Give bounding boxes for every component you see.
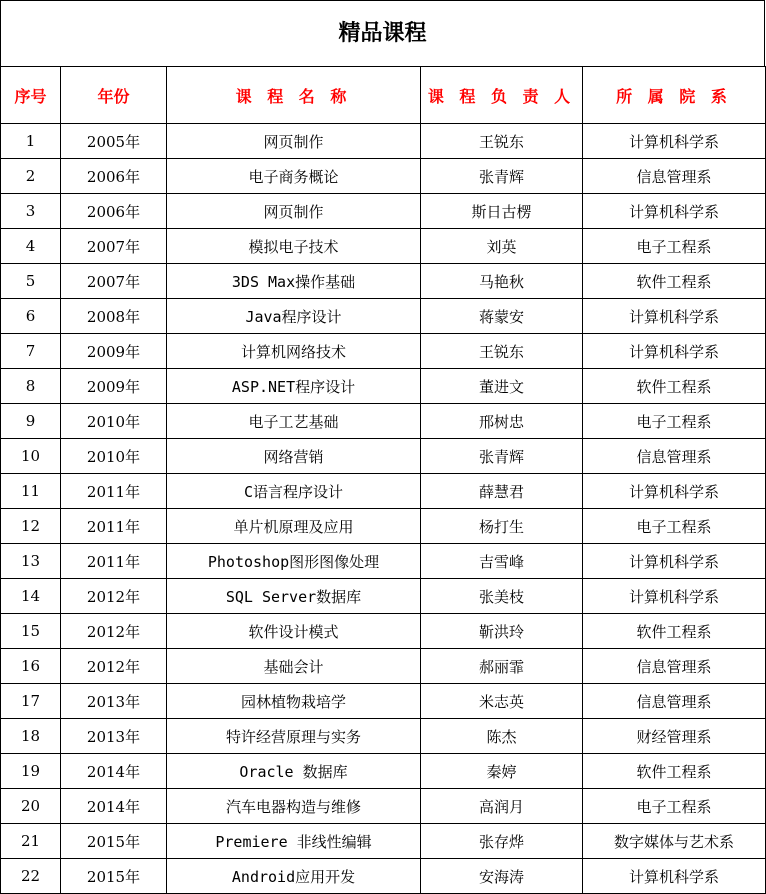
row-course-lead: 王锐东 xyxy=(421,124,583,159)
table-row xyxy=(1,544,766,579)
table-row xyxy=(1,649,766,684)
header-department: 所 属 院 系 xyxy=(583,67,766,124)
row-year: 2015年 xyxy=(61,859,167,894)
course-table xyxy=(0,66,766,894)
row-index: 14 xyxy=(1,579,61,614)
row-course-lead: 王锐东 xyxy=(421,334,583,369)
row-course-name: 3DS Max操作基础 xyxy=(167,264,421,299)
row-index: 2 xyxy=(1,159,61,194)
row-course-name: 软件设计模式 xyxy=(167,614,421,649)
row-index: 8 xyxy=(1,369,61,404)
row-course-lead: 秦婷 xyxy=(421,754,583,789)
row-course-lead: 张青辉 xyxy=(421,159,583,194)
row-index: 5 xyxy=(1,264,61,299)
row-year: 2013年 xyxy=(61,719,167,754)
row-course-lead: 薛慧君 xyxy=(421,474,583,509)
row-course-lead: 邢树忠 xyxy=(421,404,583,439)
row-index: 6 xyxy=(1,299,61,334)
row-course-lead: 蒋蒙安 xyxy=(421,299,583,334)
table-row xyxy=(1,264,766,299)
row-year: 2015年 xyxy=(61,824,167,859)
table-row xyxy=(1,789,766,824)
row-year: 2009年 xyxy=(61,369,167,404)
row-year: 2006年 xyxy=(61,194,167,229)
row-department: 数字媒体与艺术系 xyxy=(583,824,766,859)
row-course-lead: 吉雪峰 xyxy=(421,544,583,579)
row-department: 软件工程系 xyxy=(583,614,766,649)
table-row xyxy=(1,334,766,369)
row-year: 2013年 xyxy=(61,684,167,719)
row-course-name: 单片机原理及应用 xyxy=(167,509,421,544)
row-course-lead: 杨打生 xyxy=(421,509,583,544)
row-course-lead: 刘英 xyxy=(421,229,583,264)
row-course-name: 电子商务概论 xyxy=(167,159,421,194)
row-department: 电子工程系 xyxy=(583,509,766,544)
table-row xyxy=(1,124,766,159)
page-title: 精品课程 xyxy=(0,0,765,66)
row-department: 财经管理系 xyxy=(583,719,766,754)
row-department: 电子工程系 xyxy=(583,404,766,439)
header-course-name: 课 程 名 称 xyxy=(167,67,421,124)
row-course-lead: 靳洪玲 xyxy=(421,614,583,649)
row-course-name: 特许经营原理与实务 xyxy=(167,719,421,754)
row-department: 电子工程系 xyxy=(583,229,766,264)
row-index: 21 xyxy=(1,824,61,859)
header-index: 序号 xyxy=(1,67,61,124)
row-department: 计算机科学系 xyxy=(583,299,766,334)
row-index: 4 xyxy=(1,229,61,264)
row-course-name: Oracle 数据库 xyxy=(167,754,421,789)
row-year: 2012年 xyxy=(61,614,167,649)
row-index: 10 xyxy=(1,439,61,474)
row-course-name: Java程序设计 xyxy=(167,299,421,334)
row-department: 计算机科学系 xyxy=(583,334,766,369)
row-course-name: SQL Server数据库 xyxy=(167,579,421,614)
row-course-lead: 陈杰 xyxy=(421,719,583,754)
row-index: 7 xyxy=(1,334,61,369)
row-course-name: 网页制作 xyxy=(167,124,421,159)
row-course-name: 基础会计 xyxy=(167,649,421,684)
table-row xyxy=(1,754,766,789)
row-year: 2011年 xyxy=(61,474,167,509)
row-course-lead: 马艳秋 xyxy=(421,264,583,299)
row-course-name: 电子工艺基础 xyxy=(167,404,421,439)
row-year: 2006年 xyxy=(61,159,167,194)
table-row xyxy=(1,824,766,859)
row-department: 信息管理系 xyxy=(583,439,766,474)
table-row xyxy=(1,404,766,439)
table-row xyxy=(1,579,766,614)
row-course-name: 园林植物栽培学 xyxy=(167,684,421,719)
row-course-name: 汽车电器构造与维修 xyxy=(167,789,421,824)
row-index: 15 xyxy=(1,614,61,649)
row-department: 软件工程系 xyxy=(583,369,766,404)
row-course-lead: 郝丽霏 xyxy=(421,649,583,684)
row-department: 计算机科学系 xyxy=(583,124,766,159)
table-row xyxy=(1,614,766,649)
row-department: 计算机科学系 xyxy=(583,579,766,614)
row-year: 2009年 xyxy=(61,334,167,369)
row-year: 2011年 xyxy=(61,544,167,579)
row-year: 2007年 xyxy=(61,264,167,299)
row-department: 计算机科学系 xyxy=(583,859,766,894)
row-course-name: 计算机网络技术 xyxy=(167,334,421,369)
header-course-lead: 课 程 负 责 人 xyxy=(421,67,583,124)
row-index: 9 xyxy=(1,404,61,439)
table-row xyxy=(1,194,766,229)
row-index: 22 xyxy=(1,859,61,894)
row-course-lead: 张青辉 xyxy=(421,439,583,474)
header-row xyxy=(1,67,766,124)
row-index: 3 xyxy=(1,194,61,229)
row-index: 19 xyxy=(1,754,61,789)
row-course-name: 网络营销 xyxy=(167,439,421,474)
row-department: 计算机科学系 xyxy=(583,544,766,579)
table-body xyxy=(1,124,766,894)
table-row xyxy=(1,159,766,194)
row-year: 2014年 xyxy=(61,789,167,824)
table-row xyxy=(1,229,766,264)
table-row xyxy=(1,299,766,334)
row-course-name: C语言程序设计 xyxy=(167,474,421,509)
table-row xyxy=(1,719,766,754)
row-course-name: ASP.NET程序设计 xyxy=(167,369,421,404)
table-row xyxy=(1,684,766,719)
row-course-lead: 高润月 xyxy=(421,789,583,824)
row-year: 2005年 xyxy=(61,124,167,159)
row-department: 软件工程系 xyxy=(583,264,766,299)
table-row xyxy=(1,439,766,474)
row-course-name: Photoshop图形图像处理 xyxy=(167,544,421,579)
row-department: 信息管理系 xyxy=(583,684,766,719)
row-index: 13 xyxy=(1,544,61,579)
row-year: 2008年 xyxy=(61,299,167,334)
row-course-lead: 安海涛 xyxy=(421,859,583,894)
row-department: 计算机科学系 xyxy=(583,194,766,229)
row-year: 2010年 xyxy=(61,404,167,439)
row-course-name: 模拟电子技术 xyxy=(167,229,421,264)
row-course-lead: 米志英 xyxy=(421,684,583,719)
row-department: 软件工程系 xyxy=(583,754,766,789)
row-index: 17 xyxy=(1,684,61,719)
table-row xyxy=(1,859,766,894)
row-department: 信息管理系 xyxy=(583,649,766,684)
row-year: 2011年 xyxy=(61,509,167,544)
row-year: 2014年 xyxy=(61,754,167,789)
table-row xyxy=(1,509,766,544)
row-year: 2007年 xyxy=(61,229,167,264)
row-index: 1 xyxy=(1,124,61,159)
table-row xyxy=(1,474,766,509)
row-course-lead: 斯日古楞 xyxy=(421,194,583,229)
row-course-name: 网页制作 xyxy=(167,194,421,229)
row-index: 18 xyxy=(1,719,61,754)
row-index: 11 xyxy=(1,474,61,509)
header-year: 年份 xyxy=(61,67,167,124)
row-department: 计算机科学系 xyxy=(583,474,766,509)
table-row xyxy=(1,369,766,404)
row-index: 20 xyxy=(1,789,61,824)
row-department: 电子工程系 xyxy=(583,789,766,824)
row-course-lead: 张存烨 xyxy=(421,824,583,859)
row-year: 2012年 xyxy=(61,579,167,614)
row-course-lead: 张美枝 xyxy=(421,579,583,614)
row-course-name: Android应用开发 xyxy=(167,859,421,894)
row-course-name: Premiere 非线性编辑 xyxy=(167,824,421,859)
row-department: 信息管理系 xyxy=(583,159,766,194)
row-year: 2010年 xyxy=(61,439,167,474)
row-year: 2012年 xyxy=(61,649,167,684)
row-index: 12 xyxy=(1,509,61,544)
row-index: 16 xyxy=(1,649,61,684)
row-course-lead: 董进文 xyxy=(421,369,583,404)
